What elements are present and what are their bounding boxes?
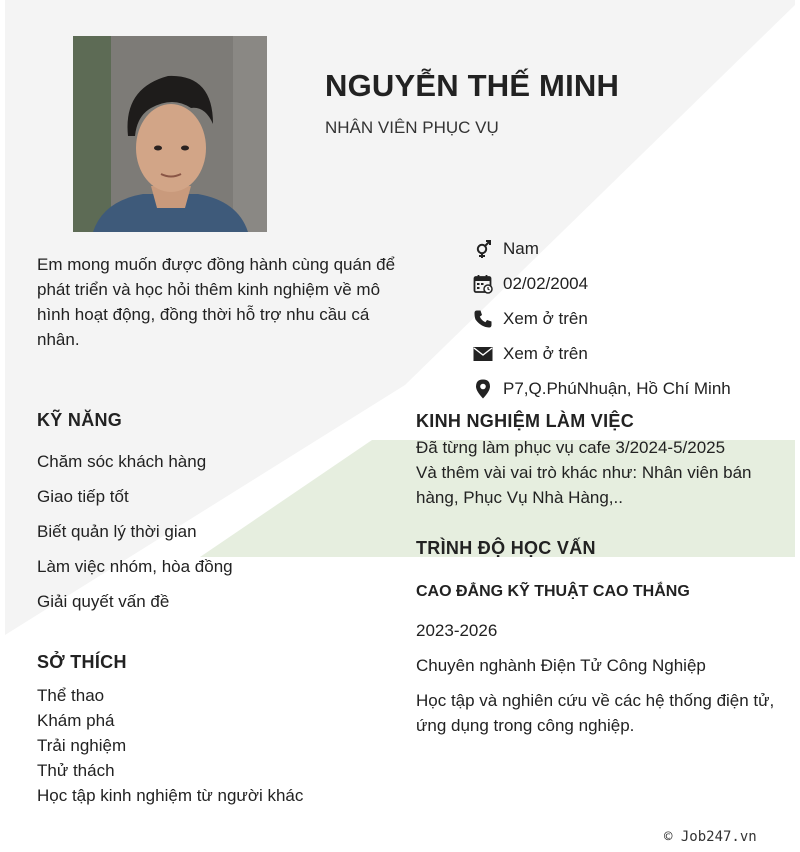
- hobby-item: Học tập kinh nghiệm từ người khác: [37, 786, 304, 805]
- contact-address: [473, 371, 793, 406]
- gender-value: Nam: [503, 238, 539, 258]
- birthday-value: 02/02/2004: [503, 273, 589, 293]
- contact-gender: [473, 231, 793, 266]
- skill-item: Biết quản lý thời gian: [37, 522, 197, 541]
- hobbies-title: SỞ THÍCH: [37, 652, 127, 672]
- career-objective: Em mong muốn được đồng hành cùng quán để phát triển và học hỏi thêm kinh nghiệm về mô hình hoạt động, đồng thời hỗ trợ nhu cầu cá nhân.: [37, 255, 396, 349]
- hobbies-list: [37, 685, 303, 810]
- experience-content: [416, 435, 786, 510]
- email-value: Xem ở trên: [503, 343, 588, 363]
- skill-item: Làm việc nhóm, hòa đồng: [37, 557, 233, 576]
- phone-value: Xem ở trên: [503, 308, 588, 328]
- skills-list: [37, 451, 233, 626]
- skill-item: Giải quyết vấn đề: [37, 592, 170, 611]
- hobby-item: Thử thách: [37, 761, 115, 780]
- education-major: Chuyên nghành Điện Tử Công Nghiệp: [416, 656, 706, 675]
- location-pin-icon: [473, 379, 493, 399]
- experience-line: Và thêm vài vai trò khác như: Nhân viên bán hàng, Phục Vụ Nhà Hàng,..: [416, 463, 752, 507]
- address-value: P7,Q.PhúNhuận, Hồ Chí Minh: [503, 378, 731, 398]
- contact-info: [473, 231, 793, 406]
- profile-photo: [73, 36, 267, 232]
- skill-item: Chăm sóc khách hàng: [37, 452, 207, 471]
- contact-birthday: [473, 266, 793, 301]
- skill-item: Giao tiếp tốt: [37, 487, 129, 506]
- job-position: NHÂN VIÊN PHỤC VỤ: [325, 118, 499, 137]
- envelope-icon: [473, 344, 493, 364]
- education-description: Học tập và nghiên cứu về các hệ thống điện tử, ứng dụng trong công nghiệp.: [416, 691, 775, 735]
- hobby-item: Trải nghiệm: [37, 736, 127, 755]
- school-name: CAO ĐẲNG KỸ THUẬT CAO THẮNG: [416, 583, 690, 600]
- candidate-name: NGUYỄN THẾ MINH: [325, 68, 620, 103]
- education-period: 2023-2026: [416, 621, 498, 640]
- hobby-item: Thể thao: [37, 686, 105, 705]
- calendar-icon: [473, 274, 493, 294]
- experience-title: KINH NGHIỆM LÀM VIỆC: [416, 411, 635, 431]
- skills-title: KỸ NĂNG: [37, 410, 123, 430]
- gender-icon: [473, 239, 493, 259]
- contact-phone: [473, 301, 793, 336]
- experience-line: Đã từng làm phục vụ cafe 3/2024-5/2025: [416, 438, 726, 457]
- contact-email: [473, 336, 793, 371]
- footer-credit: © Job247.vn: [664, 829, 757, 845]
- education-title: TRÌNH ĐỘ HỌC VẤN: [416, 538, 596, 558]
- phone-icon: [473, 309, 493, 329]
- hobby-item: Khám phá: [37, 711, 115, 730]
